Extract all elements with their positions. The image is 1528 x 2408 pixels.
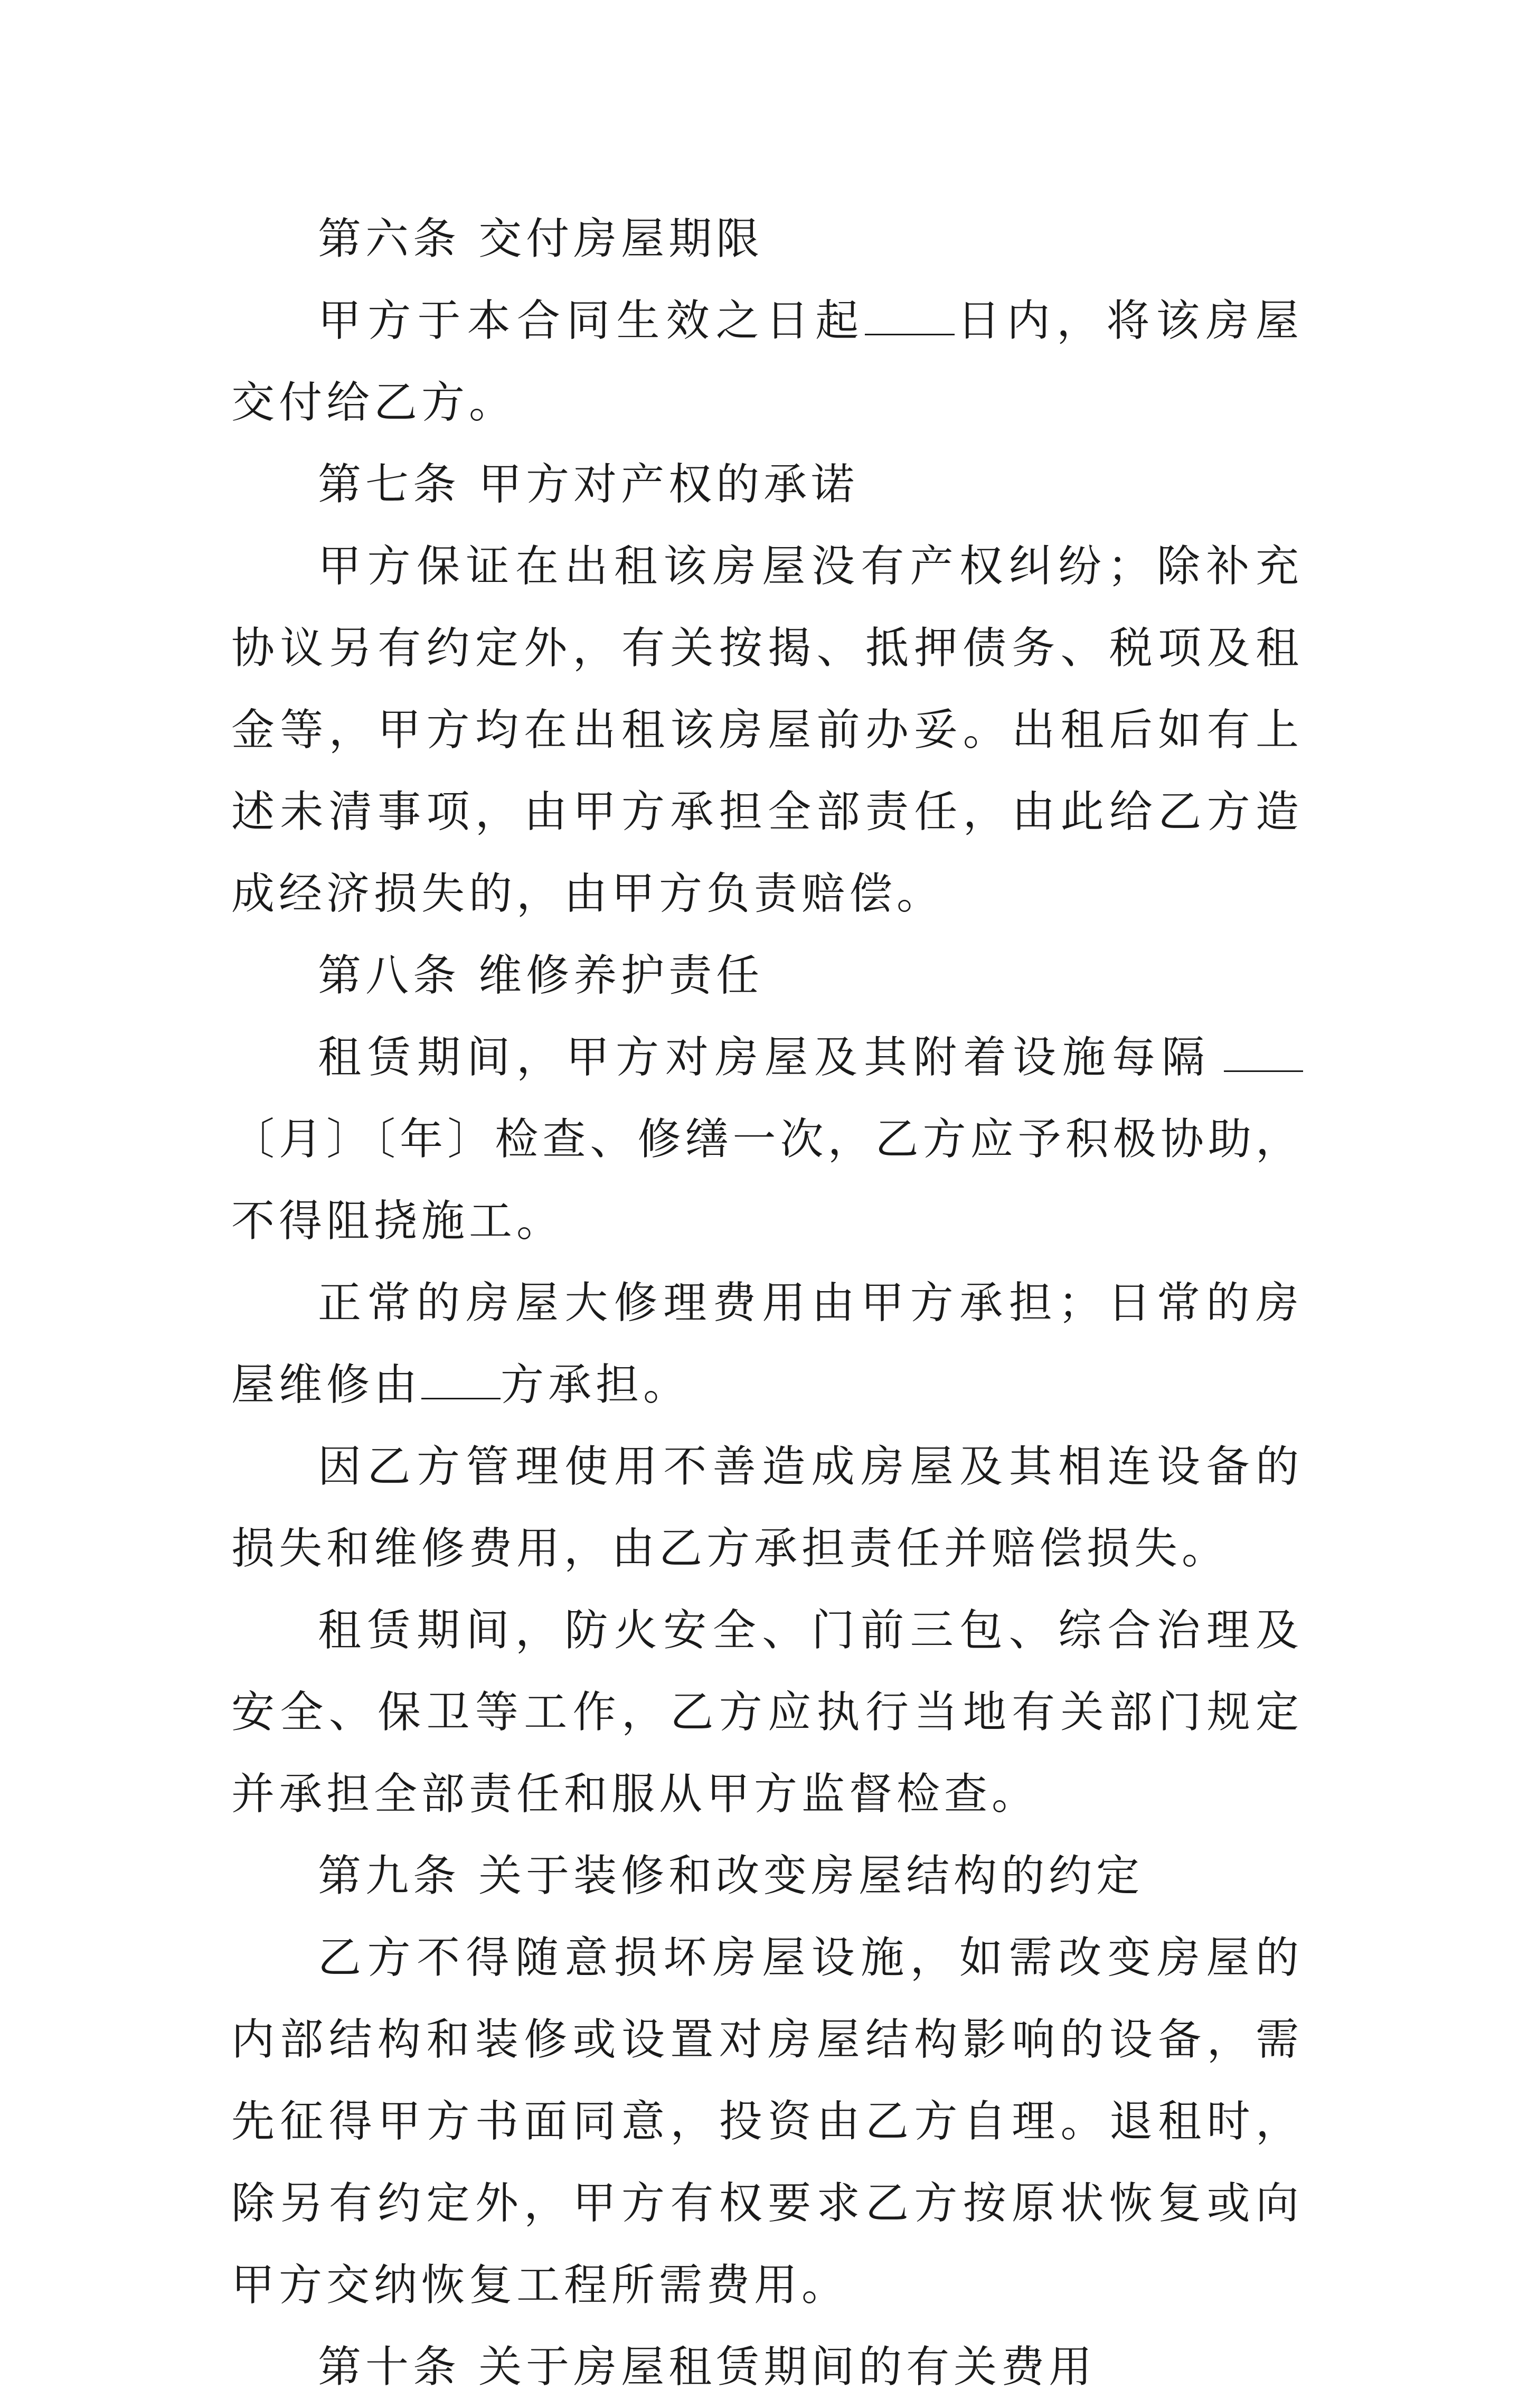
article-8-paragraph-4: 租赁期间，防火安全、门前三包、综合治理及安全、保卫等工作，乙方应执行当地有关部门规定并承担全部责任和服从甲方监督检查。 [231, 1605, 1303, 1819]
article-8-heading: 第八条 维修养护责任 [318, 951, 764, 1001]
article-8-paragraph-2 [231, 1262, 1303, 1426]
fill-in-blank-interval [1224, 1037, 1303, 1072]
fill-in-blank-party [421, 1364, 501, 1399]
article-10-heading: 第十条 关于房屋租赁期间的有关费用 [318, 2342, 1097, 2392]
article-8-p2-text-before-blank: 正常的房屋大修理费用由甲方承担；日常的房屋维修由 [231, 1278, 1303, 1410]
article-6-paragraph [231, 280, 1303, 444]
article-8-paragraph-3: 因乙方管理使用不善造成房屋及其相连设备的损失和维修费用，由乙方承担责任并赔偿损失。 [231, 1442, 1303, 1574]
article-8-p2-text-after-blank: 方承担。 [501, 1360, 691, 1410]
article-7-heading: 第七条 甲方对产权的承诺 [318, 459, 859, 510]
article-9-heading: 第九条 关于装修和改变房屋结构的约定 [318, 1851, 1144, 1901]
article-8-p1-text-before-blank: 租赁期间，甲方对房屋及其附着设施每隔 [318, 1032, 1211, 1083]
article-8-p1-text-after-blank: 〔月〕〔年〕检查、修缮一次，乙方应予积极协助，不得阻挠施工。 [231, 1114, 1303, 1246]
article-6-heading: 第六条 交付房屋期限 [318, 214, 764, 264]
article-6-text-after-blank: 日内，将该房屋交付给乙方。 [231, 296, 1303, 428]
fill-in-blank-days [865, 300, 955, 335]
article-6-text-before-blank: 甲方于本合同生效之日起 [318, 296, 865, 346]
article-7-paragraph: 甲方保证在出租该房屋没有产权纠纷；除补充协议另有约定外，有关按揭、抵押债务、税项及租金等，甲方均在出租该房屋前办妥。出租后如有上述未清事项，由甲方承担全部责任，由此给乙方造成经济损失的，由甲方负责赔偿。 [231, 541, 1303, 919]
contract-body [231, 198, 1303, 2408]
article-8-paragraph-1 [231, 1017, 1303, 1262]
article-9-paragraph: 乙方不得随意损坏房屋设施，如需改变房屋的内部结构和装修或设置对房屋结构影响的设备，需先征得甲方书面同意，投资由乙方自理。退租时，除另有约定外，甲方有权要求乙方按原状恢复或向甲方交纳恢复工程所需费用。 [231, 1933, 1303, 2310]
